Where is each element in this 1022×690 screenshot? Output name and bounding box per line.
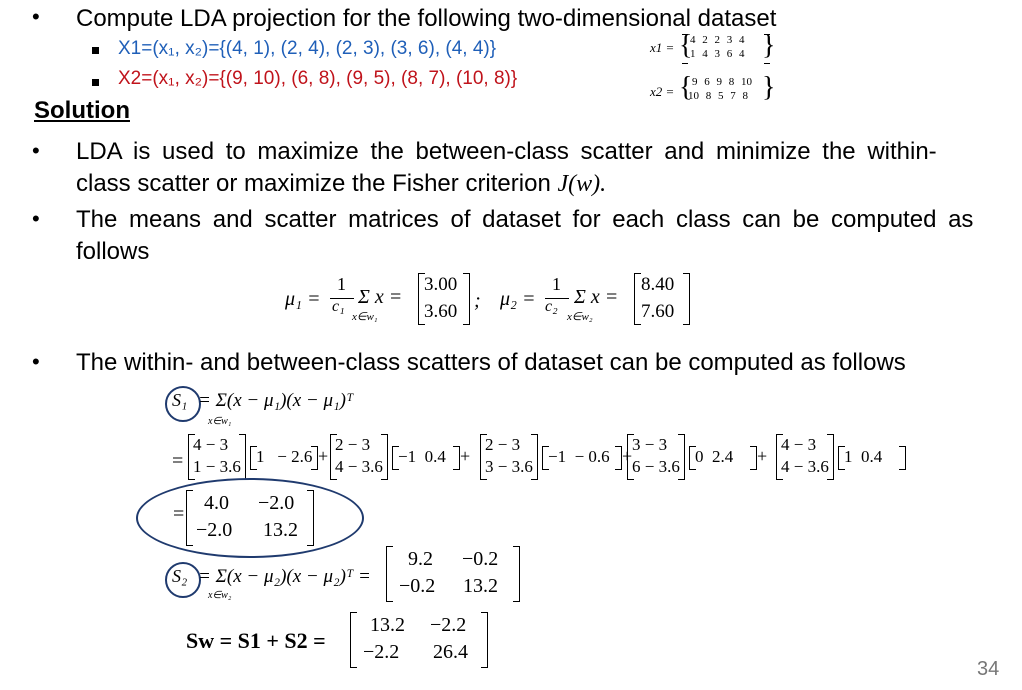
expansion-cell: 3 − 3: [632, 435, 668, 454]
inset-brace-left: {: [679, 30, 693, 61]
equals-sign: =: [173, 503, 185, 525]
s2-label: S₂: [172, 566, 188, 586]
inset-x2-label: x2 =: [650, 84, 675, 99]
plus-sign: +: [318, 446, 329, 466]
bullet-dot: •: [32, 138, 40, 163]
inset-x1-label: x1 =: [650, 40, 675, 55]
inset-brace-right: }: [762, 30, 776, 61]
fraction-numerator: 1: [337, 274, 346, 294]
expansion-cell: 2 − 3: [335, 435, 371, 454]
expansion-cell: 3 − 3.6: [485, 457, 533, 476]
s1-label: S₁: [172, 390, 188, 410]
means-intro-line1: The means and scatter matrices of dataset for each class can be computed as: [76, 206, 974, 233]
scatter-intro: The within- and between-class scatters of dataset can be computed as follows: [76, 349, 906, 376]
expansion-cell: 2 − 3: [485, 435, 521, 454]
mu1-value-2: 3.60: [424, 301, 458, 322]
s1-result-cell: 4.0: [204, 492, 229, 514]
s1-result-cell: −2.0: [258, 492, 295, 514]
mu2-value-2: 7.60: [641, 301, 675, 322]
inset-x2-row2: 10 8 5 7 8: [688, 90, 748, 102]
bullet-dot: •: [32, 206, 40, 231]
mu1-sum: Σ x =: [358, 286, 403, 308]
lda-explanation-line2: [76, 168, 606, 200]
mu2-lhs: μ₂ =: [500, 288, 536, 310]
mu1-lhs: μ₁ =: [285, 288, 321, 310]
expansion-cell: 4 − 3.6: [781, 457, 829, 476]
s1-result-cell: −2.0: [196, 519, 233, 541]
fraction-numerator: 1: [552, 274, 561, 294]
mu2-sum-subscript: x∈w₂: [567, 311, 593, 323]
expansion-row-values: −1 0.4: [398, 447, 446, 466]
mu2-sum: Σ x =: [574, 286, 619, 308]
means-intro-line2: follows: [76, 238, 150, 265]
s2-result-cell: −0.2: [399, 575, 436, 597]
s1-definition: = Σ(x − μ₁)(x − μ₁)ᵀ: [198, 390, 354, 411]
expansion-cell: 6 − 3.6: [632, 457, 680, 476]
class-x2-text: X2=(x₁, x₂)={(9, 10), (6, 8), (9, 5), (8, 7), (10, 8)}: [118, 68, 518, 89]
s2-result-cell: −0.2: [462, 548, 499, 570]
expansion-row-values: 0 2.4: [695, 447, 734, 466]
sw-result-cell: −2.2: [430, 614, 467, 636]
sw-equation: Sw = S1 + S2 =: [186, 628, 326, 653]
s1-result-cell: 13.2: [263, 519, 298, 541]
sub-bullet-square: [92, 79, 99, 86]
inset-x2-row1: 9 6 9 8 10: [692, 76, 752, 88]
expansion-cell: 4 − 3: [781, 435, 817, 454]
separator: ;: [474, 290, 481, 312]
fraction-denominator: c₂: [545, 298, 558, 315]
plus-sign: +: [460, 446, 471, 466]
lda-explanation-line1: LDA is used to maximize the between-class scatter and minimize the within-: [76, 138, 937, 165]
fraction-denominator: c₁: [332, 298, 345, 315]
expansion-cell: 1 − 3.6: [193, 457, 241, 476]
s2-result-cell: 13.2: [463, 575, 498, 597]
expansion-row-values: 1 0.4: [844, 447, 883, 466]
sub-bullet-square: [92, 47, 99, 54]
inset-brace-left: {: [679, 72, 693, 103]
bullet-dot: •: [32, 4, 40, 29]
inset-brace-right: }: [762, 72, 776, 103]
inset-x1-row1: 4 2 2 3 4: [690, 34, 745, 46]
mu1-value-1: 3.00: [424, 274, 458, 295]
lda-explanation-text: class scatter or maximize the Fisher criterion: [76, 170, 558, 197]
expansion-cell: 4 − 3: [193, 435, 229, 454]
solution-heading: Solution: [34, 97, 130, 124]
equals-sign: =: [172, 450, 184, 472]
class-x1-text: X1=(x₁, x₂)={(4, 1), (2, 4), (2, 3), (3, 6), (4, 4)}: [118, 38, 497, 59]
sw-result-cell: 13.2: [370, 614, 405, 636]
s1-sum-subscript: x∈w₁: [208, 416, 232, 427]
sw-result-cell: −2.2: [363, 641, 400, 663]
plus-sign: +: [622, 446, 633, 466]
page-number: 34: [977, 658, 1000, 680]
plus-sign: +: [757, 446, 768, 466]
task-heading: Compute LDA projection for the following two-dimensional dataset: [76, 5, 777, 32]
expansion-row-values: 1 − 2.6: [256, 447, 313, 466]
bullet-dot: •: [32, 349, 40, 374]
inset-x1-row2: 1 4 3 6 4: [690, 48, 745, 60]
s2-definition: = Σ(x − μ₂)(x − μ₂)ᵀ =: [198, 566, 371, 587]
s2-result-cell: 9.2: [408, 548, 433, 570]
fisher-criterion: J(w).: [557, 171, 607, 197]
s2-sum-subscript: x∈w₂: [208, 590, 232, 601]
mu2-value-1: 8.40: [641, 274, 675, 295]
expansion-row-values: −1 − 0.6: [548, 447, 610, 466]
mu1-sum-subscript: x∈w₁: [352, 311, 378, 323]
expansion-cell: 4 − 3.6: [335, 457, 383, 476]
sw-result-cell: 26.4: [433, 641, 468, 663]
